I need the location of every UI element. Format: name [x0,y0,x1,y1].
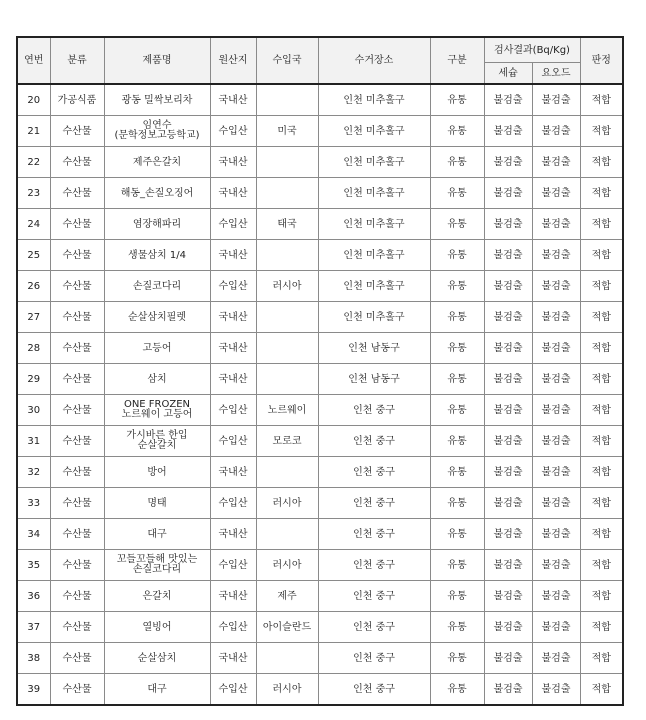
header-import-country: 수입국 [256,37,318,84]
cell-verdict: 적합 [580,209,623,240]
cell-product: 꼬들꼬들해 맛있는 손질코다리 [104,550,210,581]
cell-no: 27 [17,302,50,333]
table-row [17,426,623,457]
cell-origin: 국내산 [210,457,256,488]
cell-import-country: 러시아 [256,488,318,519]
cell-origin: 수입산 [210,271,256,302]
cell-category: 수산물 [50,426,104,457]
header-cesium: 세슘 [484,63,532,85]
cell-product: 광동 밀싹보리차 [104,84,210,116]
cell-type: 유통 [430,488,484,519]
cell-cesium: 불검출 [484,333,532,364]
cell-type: 유통 [430,240,484,271]
cell-cesium: 불검출 [484,643,532,674]
cell-product: ONE FROZEN 노르웨이 고등어 [104,395,210,426]
cell-category: 수산물 [50,581,104,612]
cell-location: 인천 중구 [318,519,430,550]
cell-product: 명태 [104,488,210,519]
cell-origin: 국내산 [210,84,256,116]
cell-cesium: 불검출 [484,147,532,178]
cell-location: 인천 미추홀구 [318,84,430,116]
cell-import-country [256,643,318,674]
table-row [17,395,623,426]
table-row [17,209,623,240]
cell-iodine: 불검출 [532,488,580,519]
cell-category: 수산물 [50,519,104,550]
cell-cesium: 불검출 [484,178,532,209]
cell-cesium: 불검출 [484,271,532,302]
cell-type: 유통 [430,674,484,706]
table-row [17,147,623,178]
cell-location: 인천 미추홀구 [318,240,430,271]
cell-iodine: 불검출 [532,550,580,581]
cell-product: 대구 [104,674,210,706]
header-no: 연번 [17,37,50,84]
cell-cesium: 불검출 [484,488,532,519]
cell-category: 수산물 [50,364,104,395]
cell-verdict: 적합 [580,116,623,147]
cell-cesium: 불검출 [484,674,532,706]
cell-category: 수산물 [50,271,104,302]
cell-verdict: 적합 [580,395,623,426]
cell-no: 29 [17,364,50,395]
cell-type: 유통 [430,643,484,674]
cell-iodine: 불검출 [532,209,580,240]
cell-type: 유통 [430,147,484,178]
cell-location: 인천 중구 [318,488,430,519]
cell-product: 방어 [104,457,210,488]
cell-product: 열빙어 [104,612,210,643]
cell-product: 임연수 (문학정보고등학교) [104,116,210,147]
table-row [17,302,623,333]
cell-import-country: 러시아 [256,550,318,581]
cell-category: 수산물 [50,457,104,488]
header-verdict: 판정 [580,37,623,84]
table-row [17,333,623,364]
cell-import-country [256,364,318,395]
cell-verdict: 적합 [580,612,623,643]
cell-iodine: 불검출 [532,302,580,333]
cell-category: 수산물 [50,147,104,178]
cell-location: 인천 미추홀구 [318,209,430,240]
cell-no: 22 [17,147,50,178]
cell-verdict: 적합 [580,147,623,178]
cell-location: 인천 남동구 [318,333,430,364]
cell-category: 수산물 [50,643,104,674]
cell-import-country [256,84,318,116]
header-iodine: 요오드 [532,63,580,85]
table-row [17,519,623,550]
cell-origin: 수입산 [210,674,256,706]
cell-import-country: 러시아 [256,271,318,302]
inspection-results-table-wrapper [16,36,622,706]
cell-verdict: 적합 [580,84,623,116]
cell-iodine: 불검출 [532,457,580,488]
cell-category: 수산물 [50,116,104,147]
cell-category: 수산물 [50,209,104,240]
cell-category: 수산물 [50,488,104,519]
header-product: 제품명 [104,37,210,84]
table-row [17,643,623,674]
cell-type: 유통 [430,116,484,147]
cell-iodine: 불검출 [532,116,580,147]
cell-cesium: 불검출 [484,364,532,395]
cell-location: 인천 중구 [318,643,430,674]
cell-product: 제주은갈치 [104,147,210,178]
cell-no: 28 [17,333,50,364]
cell-type: 유통 [430,209,484,240]
cell-location: 인천 중구 [318,395,430,426]
cell-no: 23 [17,178,50,209]
cell-iodine: 불검출 [532,395,580,426]
cell-category: 수산물 [50,674,104,706]
cell-location: 인천 미추홀구 [318,116,430,147]
cell-import-country [256,457,318,488]
cell-no: 21 [17,116,50,147]
cell-location: 인천 미추홀구 [318,178,430,209]
cell-product: 고등어 [104,333,210,364]
cell-iodine: 불검출 [532,84,580,116]
cell-cesium: 불검출 [484,519,532,550]
cell-no: 30 [17,395,50,426]
cell-cesium: 불검출 [484,426,532,457]
cell-cesium: 불검출 [484,209,532,240]
table-row [17,612,623,643]
cell-iodine: 불검출 [532,271,580,302]
cell-cesium: 불검출 [484,457,532,488]
table-body [17,84,623,705]
cell-location: 인천 중구 [318,550,430,581]
cell-origin: 수입산 [210,550,256,581]
cell-no: 37 [17,612,50,643]
cell-verdict: 적합 [580,426,623,457]
cell-verdict: 적합 [580,674,623,706]
cell-iodine: 불검출 [532,519,580,550]
cell-import-country: 러시아 [256,674,318,706]
cell-cesium: 불검출 [484,116,532,147]
cell-location: 인천 미추홀구 [318,302,430,333]
cell-location: 인천 중구 [318,581,430,612]
cell-cesium: 불검출 [484,395,532,426]
cell-type: 유통 [430,550,484,581]
cell-iodine: 불검출 [532,612,580,643]
cell-origin: 국내산 [210,333,256,364]
cell-origin: 국내산 [210,178,256,209]
cell-iodine: 불검출 [532,178,580,209]
cell-category: 수산물 [50,302,104,333]
cell-import-country: 노르웨이 [256,395,318,426]
table-row [17,178,623,209]
table-row [17,240,623,271]
cell-verdict: 적합 [580,457,623,488]
cell-origin: 국내산 [210,364,256,395]
cell-iodine: 불검출 [532,333,580,364]
header-result-group: 검사결과(Bq/Kg) [484,37,580,63]
cell-iodine: 불검출 [532,147,580,178]
cell-iodine: 불검출 [532,674,580,706]
cell-type: 유통 [430,178,484,209]
cell-import-country: 모로코 [256,426,318,457]
cell-category: 수산물 [50,395,104,426]
cell-no: 35 [17,550,50,581]
cell-type: 유통 [430,581,484,612]
cell-origin: 수입산 [210,395,256,426]
cell-origin: 수입산 [210,426,256,457]
cell-category: 수산물 [50,240,104,271]
cell-origin: 수입산 [210,488,256,519]
cell-import-country: 미국 [256,116,318,147]
cell-type: 유통 [430,395,484,426]
cell-import-country: 태국 [256,209,318,240]
cell-verdict: 적합 [580,302,623,333]
cell-iodine: 불검출 [532,581,580,612]
cell-origin: 국내산 [210,519,256,550]
cell-no: 24 [17,209,50,240]
cell-type: 유통 [430,84,484,116]
cell-verdict: 적합 [580,550,623,581]
cell-product: 해동_손질오징어 [104,178,210,209]
table-row [17,488,623,519]
table-row [17,457,623,488]
cell-type: 유통 [430,612,484,643]
header-origin: 원산지 [210,37,256,84]
cell-verdict: 적합 [580,519,623,550]
cell-no: 32 [17,457,50,488]
cell-origin: 국내산 [210,581,256,612]
cell-product: 순살삼치필렛 [104,302,210,333]
cell-product: 염장해파리 [104,209,210,240]
cell-type: 유통 [430,271,484,302]
cell-no: 38 [17,643,50,674]
cell-location: 인천 중구 [318,426,430,457]
inspection-results-table [16,36,624,706]
cell-type: 유통 [430,333,484,364]
cell-no: 36 [17,581,50,612]
cell-category: 수산물 [50,550,104,581]
cell-no: 34 [17,519,50,550]
cell-category: 수산물 [50,178,104,209]
table-row [17,271,623,302]
cell-origin: 수입산 [210,116,256,147]
cell-cesium: 불검출 [484,581,532,612]
cell-cesium: 불검출 [484,550,532,581]
cell-cesium: 불검출 [484,84,532,116]
cell-import-country [256,240,318,271]
cell-location: 인천 중구 [318,612,430,643]
cell-import-country [256,302,318,333]
cell-iodine: 불검출 [532,643,580,674]
cell-import-country: 제주 [256,581,318,612]
cell-cesium: 불검출 [484,302,532,333]
cell-origin: 수입산 [210,612,256,643]
cell-product: 삼치 [104,364,210,395]
cell-product: 가시바른 한입 순살갈치 [104,426,210,457]
cell-location: 인천 중구 [318,674,430,706]
cell-no: 33 [17,488,50,519]
cell-category: 가공식품 [50,84,104,116]
cell-verdict: 적합 [580,333,623,364]
header-location: 수거장소 [318,37,430,84]
cell-verdict: 적합 [580,581,623,612]
cell-type: 유통 [430,426,484,457]
cell-product: 손질코다리 [104,271,210,302]
table-row [17,364,623,395]
cell-location: 인천 남동구 [318,364,430,395]
cell-no: 39 [17,674,50,706]
cell-no: 20 [17,84,50,116]
cell-origin: 국내산 [210,147,256,178]
cell-location: 인천 미추홀구 [318,147,430,178]
table-row [17,550,623,581]
table-row [17,674,623,706]
cell-import-country [256,333,318,364]
cell-no: 26 [17,271,50,302]
cell-import-country [256,178,318,209]
cell-no: 25 [17,240,50,271]
header-type: 구분 [430,37,484,84]
cell-product: 대구 [104,519,210,550]
cell-iodine: 불검출 [532,426,580,457]
cell-import-country [256,519,318,550]
cell-origin: 수입산 [210,209,256,240]
cell-verdict: 적합 [580,240,623,271]
cell-origin: 국내산 [210,643,256,674]
cell-product: 생물삼치 1/4 [104,240,210,271]
cell-type: 유통 [430,364,484,395]
cell-verdict: 적합 [580,488,623,519]
cell-type: 유통 [430,302,484,333]
cell-cesium: 불검출 [484,612,532,643]
cell-category: 수산물 [50,333,104,364]
cell-iodine: 불검출 [532,240,580,271]
cell-cesium: 불검출 [484,240,532,271]
cell-import-country: 아이슬란드 [256,612,318,643]
cell-verdict: 적합 [580,271,623,302]
cell-origin: 국내산 [210,240,256,271]
cell-no: 31 [17,426,50,457]
cell-import-country [256,147,318,178]
cell-product: 은갈치 [104,581,210,612]
table-row [17,581,623,612]
cell-iodine: 불검출 [532,364,580,395]
table-row [17,116,623,147]
table-row [17,84,623,116]
cell-verdict: 적합 [580,643,623,674]
cell-location: 인천 미추홀구 [318,271,430,302]
cell-category: 수산물 [50,612,104,643]
cell-origin: 국내산 [210,302,256,333]
cell-type: 유통 [430,519,484,550]
cell-verdict: 적합 [580,364,623,395]
header-category: 분류 [50,37,104,84]
cell-location: 인천 중구 [318,457,430,488]
cell-type: 유통 [430,457,484,488]
cell-product: 순살삼치 [104,643,210,674]
cell-verdict: 적합 [580,178,623,209]
